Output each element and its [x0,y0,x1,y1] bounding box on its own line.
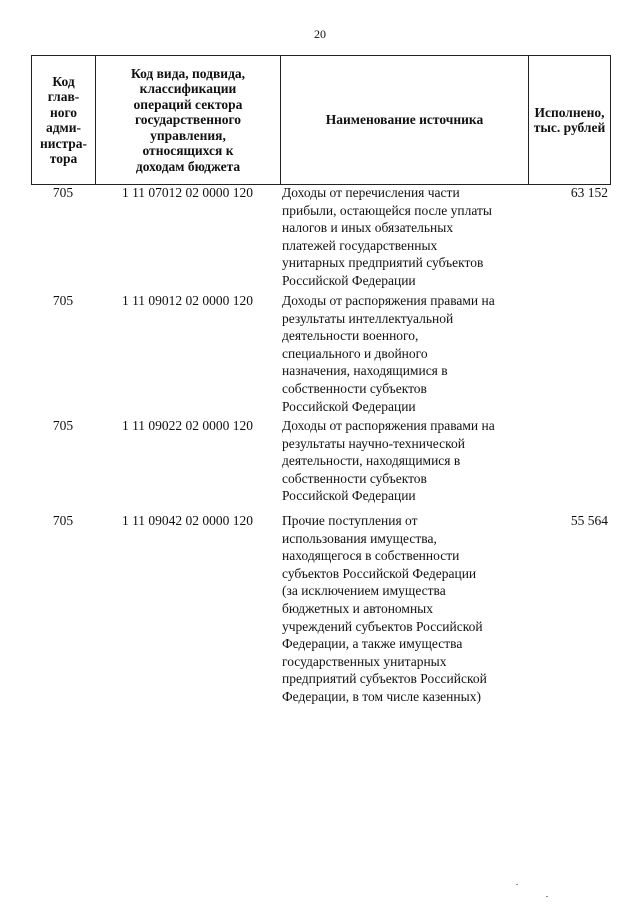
classification-code-cell: 1 11 09022 02 0000 120 [121,418,254,433]
amount-cell: 63 152 [570,185,608,200]
source-name-cell: Доходы от распоряжения правами на результаты интеллектуальной деятельности военного, специального и двойного назначения, находящимися в собственности субъектов Российской Федерации [282,293,495,414]
classification-code-cell: 1 11 09012 02 0000 120 [121,293,254,308]
scan-speck [546,896,548,897]
source-name-cell: Доходы от распоряжения правами на результаты научно-технической деятельности, находящимися в собственности субъектов Российской Федерации [282,418,495,504]
header-admin-code: Код глав- ного адми- нистра- тора [32,56,96,185]
table-header [31,55,611,185]
page-number: 20 [314,27,326,41]
header-classification-code: Код вида, подвида, классификации операций сектора государственного управления, относящихся к доходам бюджета [96,56,281,185]
table-row [31,184,610,292]
table-row [31,417,610,512]
header-source-name: Наименование источника [281,56,529,185]
admin-code-cell: 705 [52,418,74,433]
source-name-cell: Прочие поступления от использования имущества, находящегося в собственности субъектов Российской Федерации (за исключением имущества бюджетных и автономных учреждений субъектов Российской Федерации, а также имущества государственных унитарных предприятий субъектов Российской Федерации, в том числе казенных) [282,513,487,704]
table-row [31,292,610,417]
classification-code-cell: 1 11 09042 02 0000 120 [121,513,254,528]
amount-cell: 55 564 [570,513,608,528]
scan-speck [516,884,518,885]
header-executed: Исполнено, тыс. рублей [529,56,611,185]
classification-code-cell: 1 11 07012 02 0000 120 [121,185,254,200]
admin-code-cell: 705 [52,513,74,528]
admin-code-cell: 705 [52,185,74,200]
admin-code-cell: 705 [52,293,74,308]
source-name-cell: Доходы от перечисления части прибыли, остающейся после уплаты налогов и иных обязательных платежей государственных унитарных предприятий субъектов Российской Федерации [282,185,492,288]
table-row [31,512,610,712]
table-body [31,184,610,712]
